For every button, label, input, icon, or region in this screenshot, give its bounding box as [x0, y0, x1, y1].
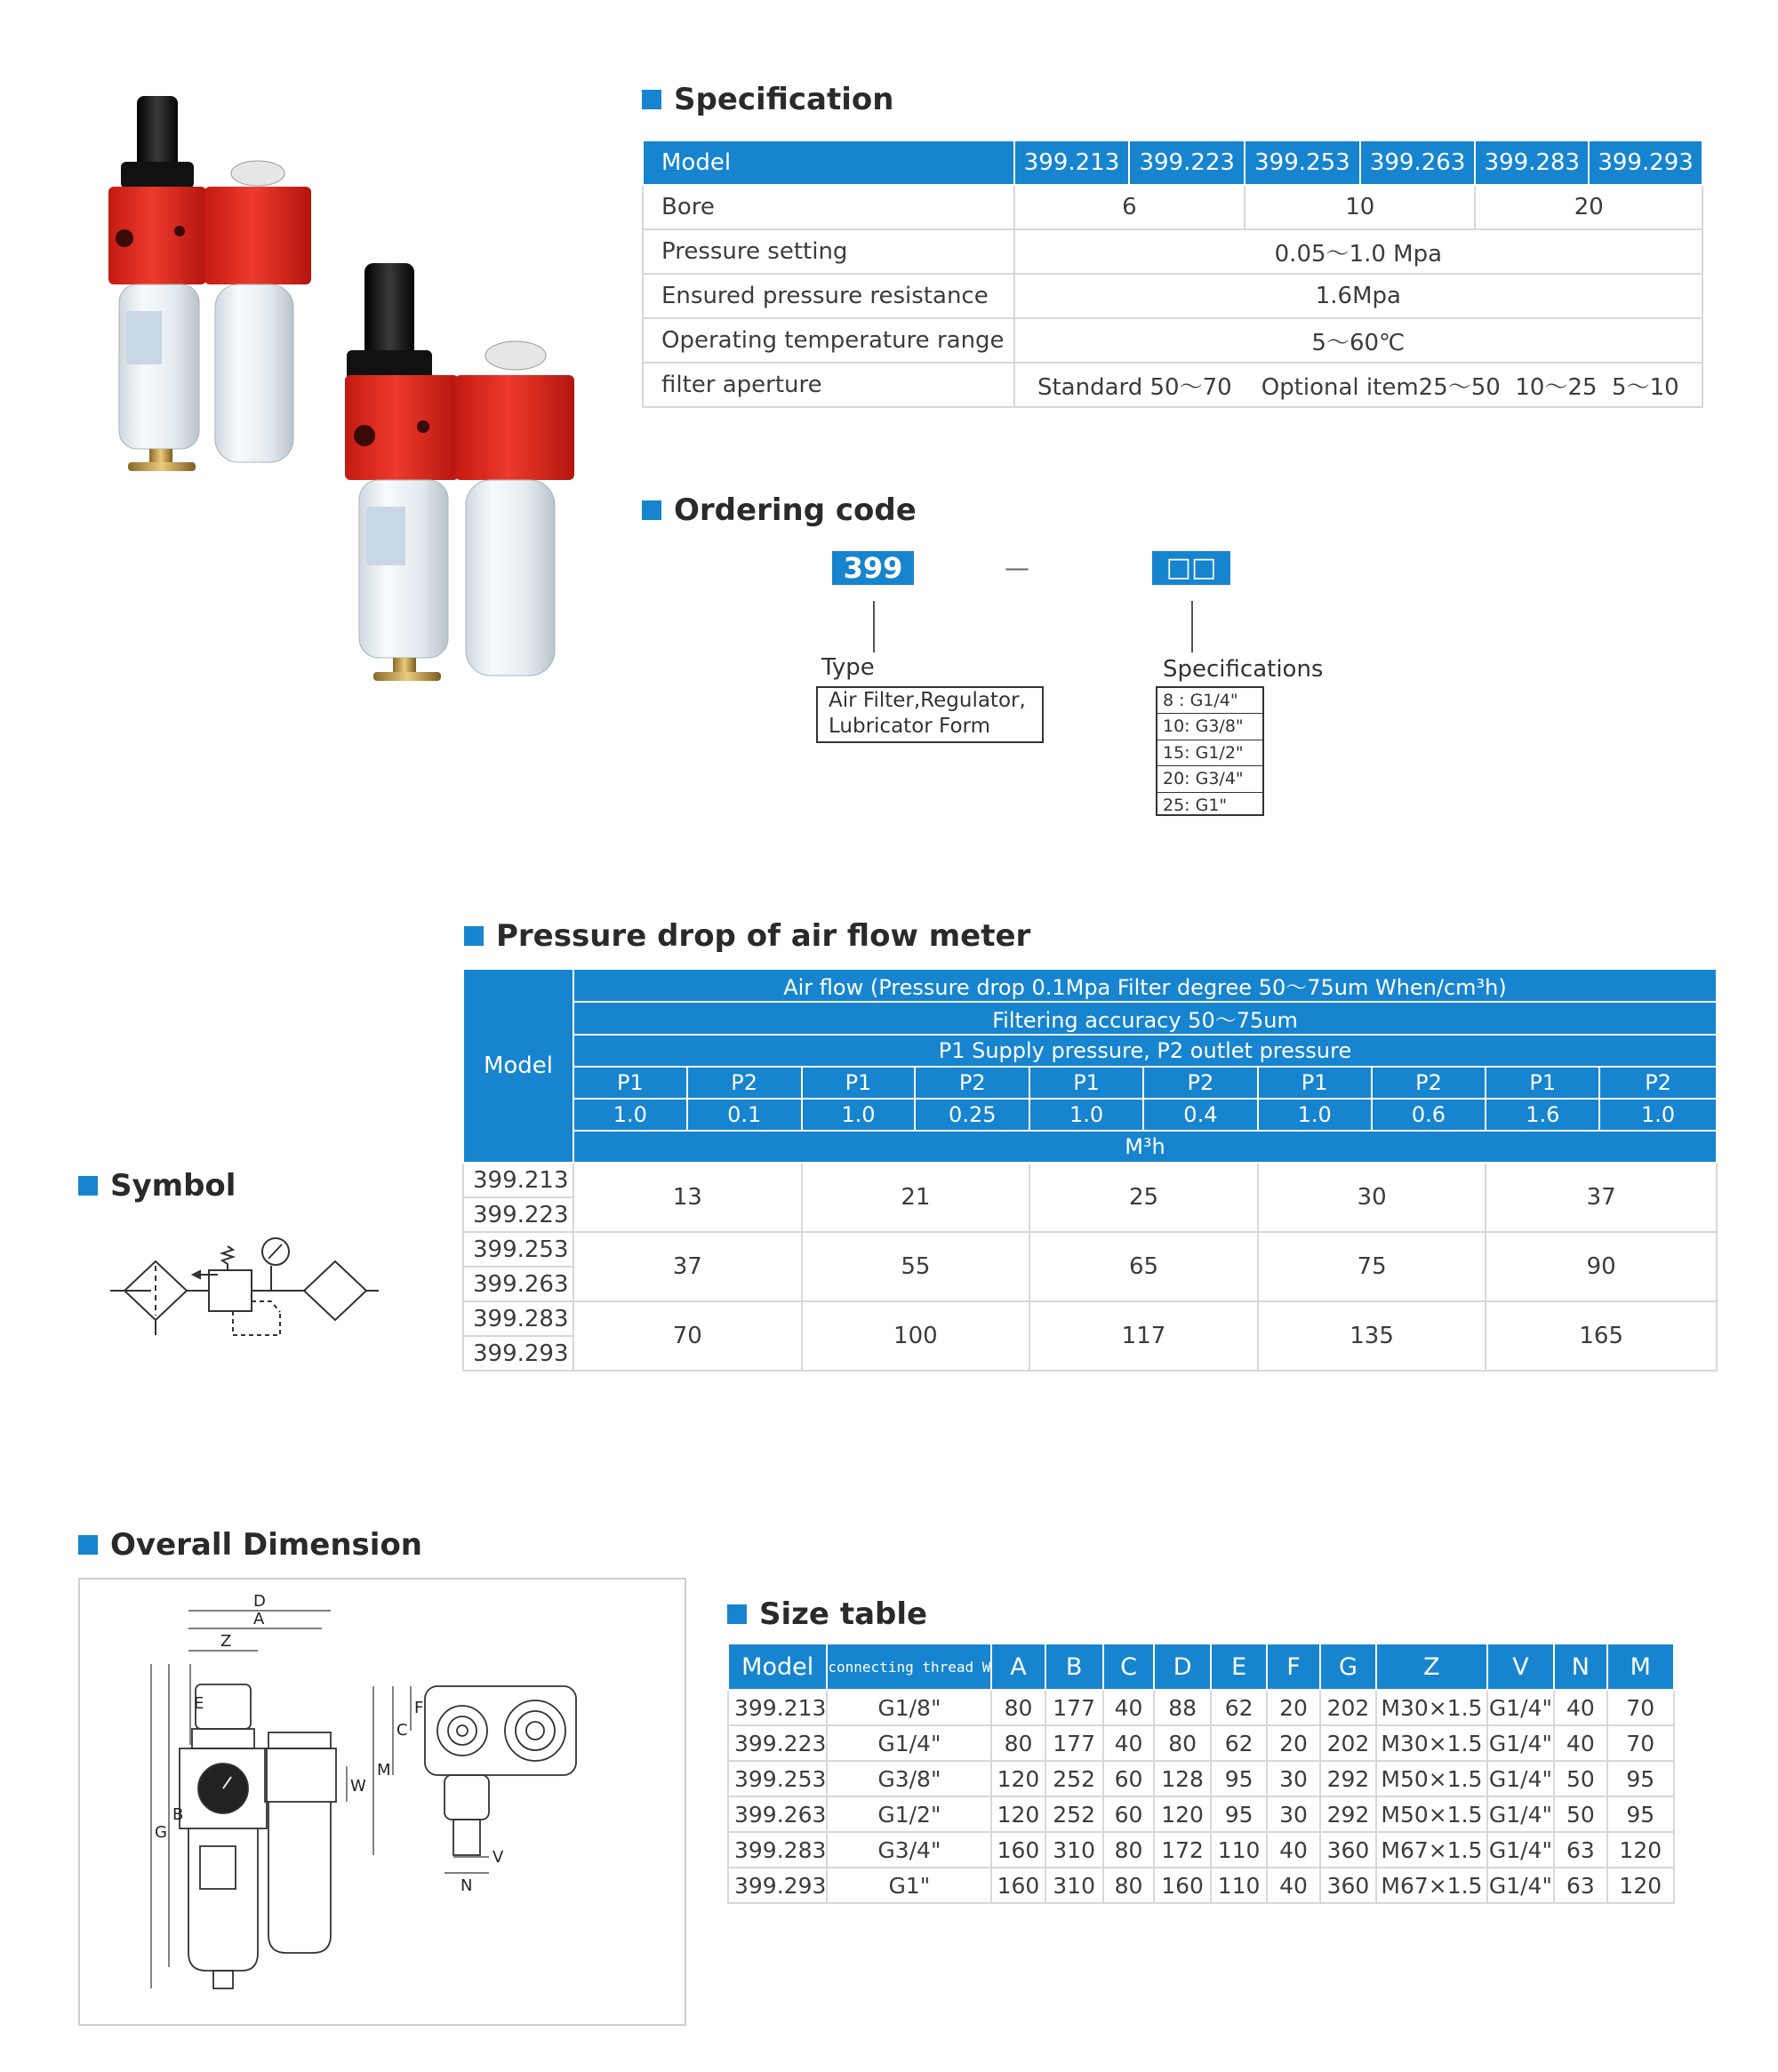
pd-unit-row	[463, 1131, 1717, 1163]
pd-value: 55	[802, 1232, 1030, 1301]
size-header-cell: connecting thread W	[827, 1644, 991, 1690]
size-value-cell: G1/4"	[1487, 1761, 1555, 1796]
spec-value: 20	[1475, 185, 1702, 229]
dim-label: D	[253, 1592, 266, 1611]
size-value-cell: 70	[1607, 1725, 1674, 1761]
dim-label: N	[461, 1876, 473, 1895]
dim-label: G	[155, 1823, 167, 1842]
specification-table	[642, 140, 1703, 408]
size-header-cell: Z	[1376, 1644, 1486, 1690]
spec-header-cell: 399.223	[1129, 140, 1245, 185]
size-value-cell: 160	[991, 1868, 1045, 1903]
pd-model: 399.213	[463, 1163, 573, 1197]
pd-value: 37	[573, 1232, 802, 1301]
size-value-cell: 120	[1607, 1868, 1674, 1903]
size-value-cell: 120	[991, 1761, 1045, 1796]
pd-p-value: 0.4	[1143, 1099, 1258, 1131]
size-value-cell: 120	[1154, 1796, 1210, 1832]
spec-option: 25: G1"	[1163, 795, 1228, 815]
connector-line	[1191, 601, 1193, 652]
dim-label: M	[377, 1761, 391, 1780]
size-value-cell: 95	[1211, 1761, 1267, 1796]
size-value-cell: 63	[1554, 1832, 1606, 1868]
size-value-cell: M30×1.5	[1376, 1725, 1486, 1761]
size-value-cell: G1"	[827, 1868, 991, 1903]
pd-p-label: P2	[1372, 1067, 1486, 1099]
section-marker-icon	[642, 500, 661, 520]
spec-value: 1.6Mpa	[1014, 274, 1702, 318]
size-value-cell: 80	[991, 1725, 1045, 1761]
size-value-cell: 177	[1045, 1725, 1103, 1761]
size-value-cell: 110	[1211, 1832, 1267, 1868]
pd-p-label: P1	[573, 1067, 687, 1099]
pd-header-row	[463, 969, 1717, 1002]
size-value-cell: M50×1.5	[1376, 1761, 1486, 1796]
size-value-cell: 360	[1320, 1832, 1376, 1868]
size-value-cell: 252	[1045, 1796, 1103, 1832]
pressure-drop-title: Pressure drop of air flow meter	[464, 918, 1030, 954]
pd-value: 13	[573, 1163, 802, 1232]
size-value-cell: G1/4"	[1487, 1725, 1555, 1761]
size-model-cell: 399.263	[728, 1796, 827, 1832]
pd-p-label: P1	[1486, 1067, 1599, 1099]
size-value-cell: 95	[1211, 1796, 1267, 1832]
spec-header-cell: 399.293	[1589, 140, 1702, 185]
spec-label: Ensured pressure resistance	[643, 274, 1014, 318]
section-marker-icon	[78, 1176, 98, 1196]
pd-header-pressure: P1 Supply pressure, P2 outlet pressure	[573, 1035, 1717, 1067]
pd-value: 100	[802, 1301, 1030, 1371]
spec-value: 5～60℃	[1014, 318, 1702, 363]
pd-p-label-row	[463, 1067, 1717, 1099]
table-row	[463, 1232, 1717, 1267]
size-value-cell: G1/2"	[827, 1796, 991, 1832]
table-row	[728, 1832, 1674, 1868]
table-row	[728, 1868, 1674, 1903]
size-value-cell: 80	[1154, 1725, 1210, 1761]
dim-label: A	[253, 1610, 265, 1628]
overall-dimension-title: Overall Dimension	[78, 1527, 422, 1563]
pd-model: 399.263	[463, 1267, 573, 1301]
size-header-cell: B	[1045, 1644, 1103, 1690]
dim-label: F	[414, 1699, 424, 1717]
symbol-title: Symbol	[78, 1168, 236, 1204]
section-marker-icon	[642, 90, 661, 109]
pd-p-value: 0.6	[1372, 1099, 1486, 1131]
spec-value: 10	[1245, 185, 1475, 229]
spec-option: 15: G1/2"	[1157, 740, 1262, 766]
spec-option: 20: G3/4"	[1157, 766, 1262, 792]
section-marker-icon	[78, 1535, 98, 1555]
specification-title: Specification	[642, 82, 893, 117]
size-value-cell: M50×1.5	[1376, 1796, 1486, 1832]
code-box: 399	[832, 551, 914, 585]
spec-header-cell: 399.263	[1360, 140, 1476, 185]
dim-label: E	[194, 1694, 204, 1713]
size-value-cell: 40	[1554, 1690, 1606, 1725]
size-value-cell: 95	[1607, 1761, 1674, 1796]
size-value-cell: 177	[1045, 1690, 1103, 1725]
pd-p-value: 0.25	[915, 1099, 1029, 1131]
size-header-cell: C	[1103, 1644, 1155, 1690]
section-marker-icon	[727, 1604, 747, 1624]
size-model-cell: 399.213	[728, 1690, 827, 1725]
size-header-cell: M	[1607, 1644, 1674, 1690]
size-value-cell: 20	[1267, 1690, 1319, 1725]
spec-header-cell: 399.253	[1245, 140, 1360, 185]
size-header-cell: E	[1211, 1644, 1267, 1690]
pd-value: 30	[1258, 1163, 1486, 1232]
pd-value: 165	[1486, 1301, 1717, 1371]
size-value-cell: 110	[1211, 1868, 1267, 1903]
pd-header-row	[463, 1035, 1717, 1067]
size-table	[727, 1643, 1675, 1904]
size-value-cell: 120	[991, 1796, 1045, 1832]
size-value-cell: 292	[1320, 1796, 1376, 1832]
pd-p-value: 1.0	[1029, 1099, 1143, 1131]
pd-p-label: P2	[915, 1067, 1029, 1099]
spec-header-model: Model	[643, 140, 1014, 185]
frl-unit-large	[345, 263, 574, 681]
size-value-cell: M30×1.5	[1376, 1690, 1486, 1725]
pd-p-value: 1.6	[1486, 1099, 1599, 1131]
specification-options	[1156, 686, 1264, 816]
pd-p-label: P2	[1599, 1067, 1717, 1099]
dim-label: C	[396, 1721, 408, 1740]
size-value-cell: 40	[1103, 1690, 1155, 1725]
pd-p-label: P1	[1258, 1067, 1372, 1099]
size-header-cell: F	[1267, 1644, 1319, 1690]
size-value-cell: 160	[991, 1832, 1045, 1868]
table-row	[463, 1163, 1717, 1197]
pd-model: 399.253	[463, 1232, 573, 1267]
pd-p-label: P2	[1143, 1067, 1258, 1099]
pd-value: 135	[1258, 1301, 1486, 1371]
size-header-cell: G	[1320, 1644, 1376, 1690]
size-value-cell: 40	[1267, 1832, 1319, 1868]
spec-label: Pressure setting	[643, 229, 1014, 274]
size-value-cell: 252	[1045, 1761, 1103, 1796]
size-value-cell: M67×1.5	[1376, 1868, 1486, 1903]
spec-value: 6	[1014, 185, 1245, 229]
pd-p-value: 1.0	[1258, 1099, 1372, 1131]
size-header-row	[728, 1644, 1674, 1690]
table-row	[463, 1301, 1717, 1336]
size-value-cell: 80	[991, 1690, 1045, 1725]
size-model-cell: 399.223	[728, 1725, 827, 1761]
product-photo	[98, 89, 596, 693]
size-value-cell: 310	[1045, 1868, 1103, 1903]
pd-value: 117	[1029, 1301, 1258, 1371]
pd-model-header: Model	[463, 969, 573, 1163]
size-header-cell: V	[1487, 1644, 1555, 1690]
size-value-cell: 60	[1103, 1761, 1155, 1796]
size-value-cell: 80	[1103, 1832, 1155, 1868]
pd-p-label: P1	[802, 1067, 916, 1099]
frl-unit-small	[108, 96, 311, 471]
pd-value: 25	[1029, 1163, 1258, 1232]
spec-row-ensured	[643, 274, 1702, 318]
table-row	[728, 1725, 1674, 1761]
size-value-cell: 50	[1554, 1796, 1606, 1832]
pd-value: 70	[573, 1301, 802, 1371]
size-value-cell: G3/8"	[827, 1761, 991, 1796]
size-value-cell: 40	[1554, 1725, 1606, 1761]
size-value-cell: 20	[1267, 1725, 1319, 1761]
size-value-cell: G3/4"	[827, 1832, 991, 1868]
pd-header-airflow: Air flow (Pressure drop 0.1Mpa Filter degree 50～75um When/cm³h)	[573, 969, 1717, 1002]
size-value-cell: 40	[1103, 1725, 1155, 1761]
size-model-cell: 399.253	[728, 1761, 827, 1796]
specifications-label: Specifications	[1163, 656, 1324, 683]
size-value-cell: 50	[1554, 1761, 1606, 1796]
pd-p-label: P2	[687, 1067, 802, 1099]
spec-header-cell: 399.283	[1475, 140, 1589, 185]
spec-value: 0.05～1.0 Mpa	[1014, 229, 1702, 274]
spec-option: 10: G3/8"	[1157, 714, 1262, 740]
spec-row-pressure-setting	[643, 229, 1702, 274]
spec-label: Bore	[643, 185, 1014, 229]
pd-unit: M³h	[573, 1131, 1717, 1163]
dimension-drawing	[80, 1580, 685, 2024]
size-model-cell: 399.293	[728, 1868, 827, 1903]
spec-value: Standard 50～70 Optional item25～50 10～25 5～10	[1014, 363, 1702, 407]
size-value-cell: 62	[1211, 1725, 1267, 1761]
spec-row-filter	[643, 363, 1702, 407]
spec-header-row	[643, 140, 1702, 185]
size-header-cell: A	[991, 1644, 1045, 1690]
size-value-cell: 30	[1267, 1796, 1319, 1832]
ordering-code-title: Ordering code	[642, 492, 917, 528]
dim-label: W	[350, 1777, 366, 1796]
size-value-cell: 172	[1154, 1832, 1210, 1868]
pd-p-value: 1.0	[1599, 1099, 1717, 1131]
size-value-cell: 310	[1045, 1832, 1103, 1868]
size-value-cell: 202	[1320, 1690, 1376, 1725]
spec-header-cell: 399.213	[1014, 140, 1130, 185]
dim-label: B	[172, 1805, 184, 1824]
size-value-cell: G1/4"	[827, 1725, 991, 1761]
pd-model: 399.293	[463, 1336, 573, 1371]
size-value-cell: G1/4"	[1487, 1690, 1555, 1725]
size-header-cell: Model	[728, 1644, 827, 1690]
table-row	[728, 1761, 1674, 1796]
size-value-cell: 202	[1320, 1725, 1376, 1761]
pd-value: 21	[802, 1163, 1030, 1232]
pd-p-value: 0.1	[687, 1099, 802, 1131]
size-header-cell: D	[1154, 1644, 1210, 1690]
size-value-cell: G1/4"	[1487, 1832, 1555, 1868]
size-model-cell: 399.283	[728, 1832, 827, 1868]
pd-header-row	[463, 1002, 1717, 1035]
size-value-cell: 360	[1320, 1868, 1376, 1903]
size-value-cell: 292	[1320, 1761, 1376, 1796]
spec-label: Operating temperature range	[643, 318, 1014, 363]
pd-value: 90	[1486, 1232, 1717, 1301]
size-value-cell: 60	[1103, 1796, 1155, 1832]
dim-label: Z	[220, 1632, 232, 1651]
pd-p-value: 1.0	[573, 1099, 687, 1131]
size-value-cell: 128	[1154, 1761, 1210, 1796]
spec-row-temperature	[643, 318, 1702, 363]
size-value-cell: 120	[1607, 1832, 1674, 1868]
spec-option: 8 : G1/4"	[1157, 688, 1262, 714]
size-header-cell: N	[1554, 1644, 1606, 1690]
type-label: Type	[821, 654, 875, 681]
spec-code-box: □□	[1152, 551, 1230, 585]
table-row	[728, 1690, 1674, 1725]
code-dash: —	[1005, 553, 1029, 582]
pd-p-label: P1	[1029, 1067, 1143, 1099]
size-value-cell: M67×1.5	[1376, 1832, 1486, 1868]
pd-p-value: 1.0	[802, 1099, 916, 1131]
frl-symbol-icon	[107, 1230, 382, 1355]
size-table-title: Size table	[727, 1596, 927, 1632]
size-value-cell: 40	[1267, 1868, 1319, 1903]
size-value-cell: 30	[1267, 1761, 1319, 1796]
pd-value: 37	[1486, 1163, 1717, 1232]
spec-label: filter aperture	[643, 363, 1014, 407]
pd-value: 65	[1029, 1232, 1258, 1301]
size-value-cell: 80	[1103, 1868, 1155, 1903]
size-value-cell: 160	[1154, 1868, 1210, 1903]
type-description: Air Filter,Regulator, Lubricator Form	[816, 686, 1044, 743]
connector-line	[873, 601, 875, 652]
spec-row-bore	[643, 185, 1702, 229]
size-value-cell: G1/8"	[827, 1690, 991, 1725]
pd-header-accuracy: Filtering accuracy 50～75um	[573, 1002, 1717, 1035]
size-value-cell: G1/4"	[1487, 1796, 1555, 1832]
size-value-cell: 63	[1554, 1868, 1606, 1903]
dimension-drawing-frame	[78, 1578, 686, 2026]
size-value-cell: 70	[1607, 1690, 1674, 1725]
table-row	[728, 1796, 1674, 1832]
section-marker-icon	[464, 926, 484, 946]
pd-model: 399.283	[463, 1301, 573, 1336]
size-value-cell: 95	[1607, 1796, 1674, 1832]
pd-value: 75	[1258, 1232, 1486, 1301]
size-value-cell: 88	[1154, 1690, 1210, 1725]
dim-label: V	[493, 1848, 504, 1867]
pd-p-value-row	[463, 1099, 1717, 1131]
pressure-drop-table	[462, 968, 1718, 1372]
size-value-cell: 62	[1211, 1690, 1267, 1725]
pd-model: 399.223	[463, 1197, 573, 1232]
size-value-cell: G1/4"	[1487, 1868, 1555, 1903]
